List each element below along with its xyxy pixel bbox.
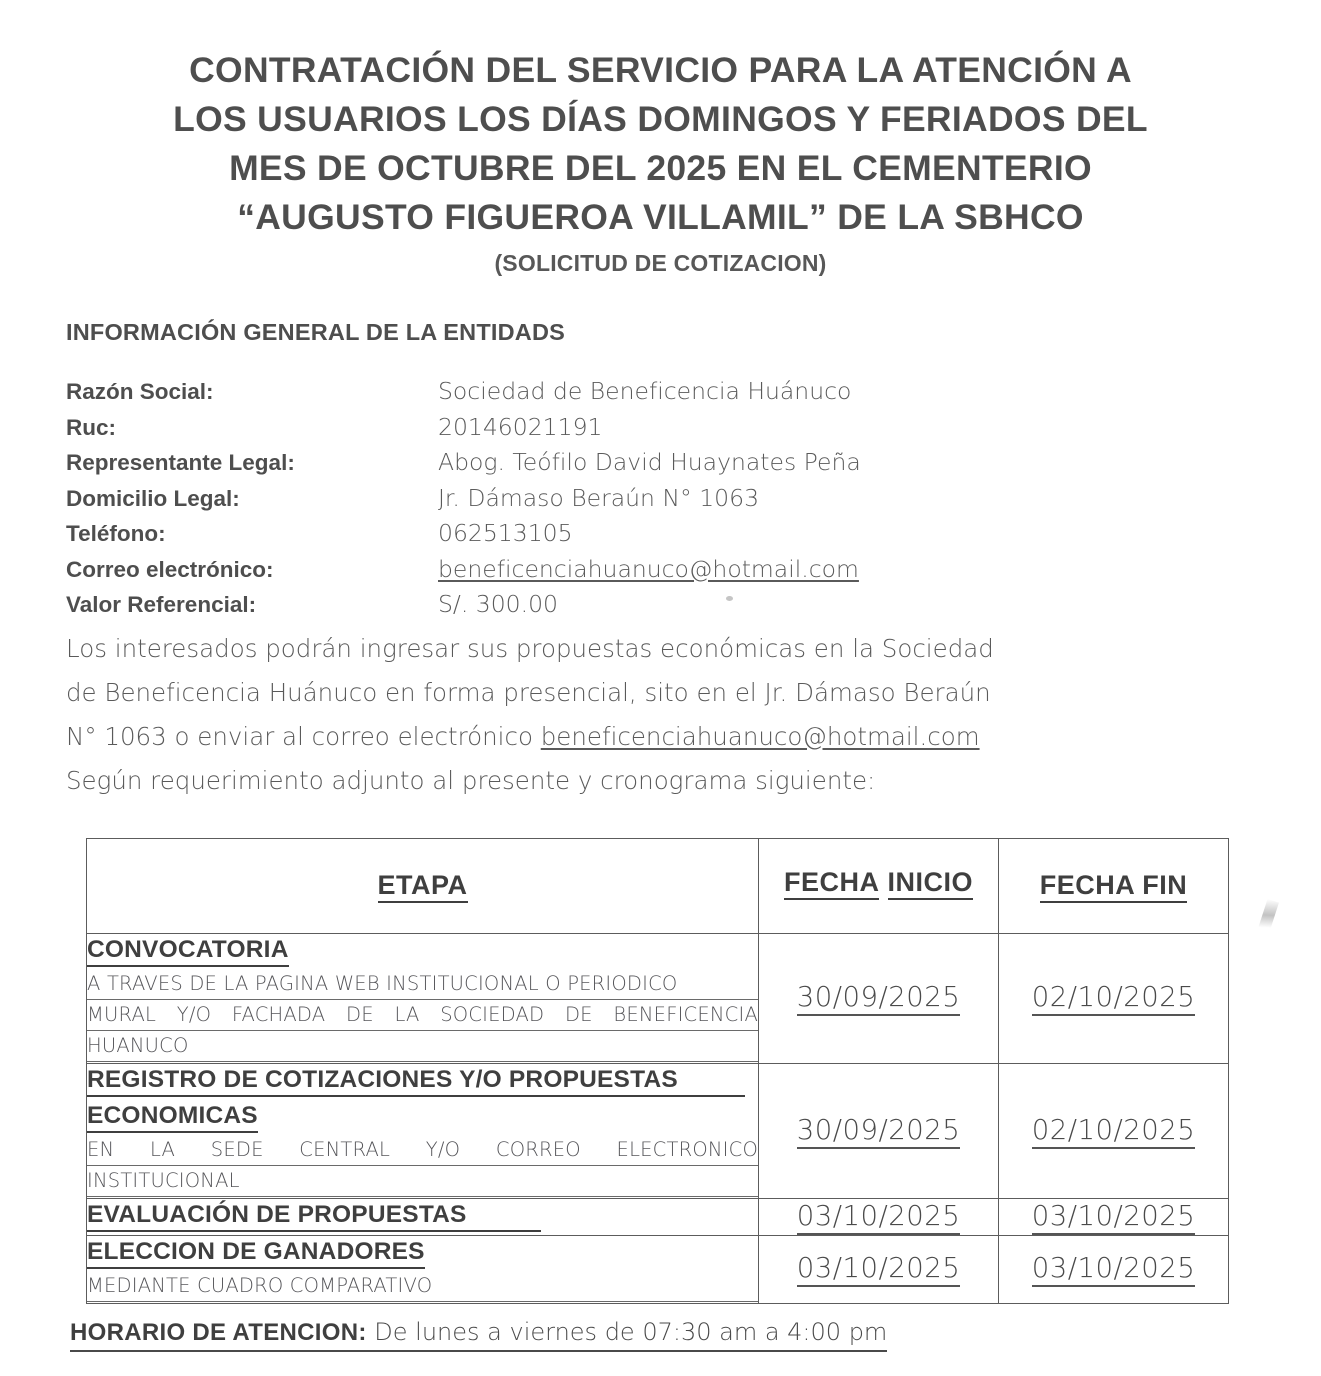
etapa-subtitle-line: INSTITUCIONAL bbox=[87, 1167, 758, 1197]
fecha-inicio-value: 03/10/2025 bbox=[797, 1200, 961, 1235]
info-row-ruc bbox=[66, 410, 1321, 446]
attention-hours-value: De lunes a viernes de 07:30 am a 4:00 pm bbox=[366, 1318, 888, 1346]
info-value: Jr. Dámaso Beraún N° 1063 bbox=[438, 483, 760, 512]
table-row bbox=[87, 1236, 1229, 1304]
column-header-etapa bbox=[87, 839, 759, 934]
entity-info-list bbox=[66, 374, 1321, 623]
fecha-inicio-cell bbox=[759, 1064, 999, 1199]
info-label: Ruc: bbox=[66, 414, 116, 440]
info-label: Correo electrónico: bbox=[66, 556, 274, 582]
etapa-title: EVALUACIÓN DE PROPUESTAS bbox=[87, 1199, 541, 1232]
etapa-subtitle-line: EN LA SEDE CENTRAL Y/O CORREO ELECTRONICO bbox=[87, 1136, 758, 1166]
etapa-title: REGISTRO DE COTIZACIONES Y/O PROPUESTAS bbox=[87, 1064, 745, 1097]
info-value: Abog. Teófilo David Huaynates Peña bbox=[438, 448, 861, 476]
fecha-inicio-value: 30/09/2025 bbox=[797, 1114, 961, 1149]
scan-artifact-mark bbox=[1257, 899, 1279, 935]
etapa-subtitle-line: MEDIANTE CUADRO COMPARATIVO bbox=[87, 1272, 758, 1302]
schedule-table-container bbox=[86, 838, 1228, 1304]
info-value: 062513105 bbox=[438, 519, 573, 547]
info-row-representante-legal bbox=[66, 445, 1321, 481]
attention-hours-footer bbox=[70, 1318, 887, 1352]
info-row-razon-social bbox=[66, 374, 1321, 410]
info-label: Razón Social: bbox=[66, 379, 214, 404]
fecha-fin-cell bbox=[999, 1199, 1229, 1236]
title-line-1: CONTRATACIÓN DEL SERVICIO PARA LA ATENCIÓN A bbox=[189, 50, 1132, 90]
fecha-inicio-cell bbox=[759, 1199, 999, 1236]
info-label: Teléfono: bbox=[66, 521, 166, 546]
column-header-fecha-fin-label: FECHA FIN bbox=[1040, 870, 1188, 903]
table-row bbox=[87, 1199, 1229, 1236]
column-header-fecha-inicio-line2: INICIO bbox=[888, 867, 974, 900]
fecha-fin-value: 02/10/2025 bbox=[1032, 1114, 1196, 1149]
fecha-fin-value: 02/10/2025 bbox=[1032, 981, 1196, 1016]
info-row-telefono bbox=[66, 516, 1321, 552]
fecha-inicio-cell bbox=[759, 1236, 999, 1304]
table-row bbox=[87, 934, 1229, 1064]
etapa-title: ELECCION DE GANADORES bbox=[87, 1236, 425, 1269]
info-row-correo-electronico bbox=[66, 552, 1321, 588]
info-label: Representante Legal: bbox=[66, 450, 295, 475]
etapa-title-line-2: ECONOMICAS bbox=[87, 1100, 258, 1133]
fecha-fin-value: 03/10/2025 bbox=[1032, 1200, 1196, 1235]
info-value: 20146021191 bbox=[438, 412, 603, 441]
fecha-inicio-cell bbox=[759, 934, 999, 1064]
attention-hours-label: HORARIO DE ATENCION: bbox=[70, 1319, 367, 1346]
etapa-cell-convocatoria bbox=[87, 934, 759, 1064]
etapa-subtitle bbox=[87, 1136, 758, 1197]
fecha-fin-cell bbox=[999, 1064, 1229, 1199]
etapa-subtitle-line: HUANUCO bbox=[87, 1032, 758, 1062]
column-header-etapa-label: ETAPA bbox=[378, 870, 468, 903]
title-line-2: LOS USUARIOS LOS DÍAS DOMINGOS Y FERIADOS DEL bbox=[173, 99, 1148, 139]
column-header-fecha-inicio-line1: FECHA bbox=[784, 867, 880, 900]
etapa-title: CONVOCATORIA bbox=[87, 934, 289, 967]
paragraph-line-2: de Beneficencia Huánuco en forma presencial, sito en el Jr. Dámaso Beraún bbox=[66, 677, 991, 707]
document-subtitle: (SOLICITUD DE COTIZACION) bbox=[494, 250, 827, 276]
fecha-inicio-value: 30/09/2025 bbox=[797, 981, 961, 1016]
schedule-table bbox=[86, 838, 1229, 1304]
etapa-cell-evaluacion-propuestas bbox=[87, 1199, 759, 1236]
paragraph-line-4: Según requerimiento adjunto al presente y cronograma siguiente: bbox=[66, 765, 876, 795]
document-title bbox=[0, 0, 1321, 281]
info-value: Sociedad de Beneficencia Huánuco bbox=[438, 377, 852, 405]
fecha-inicio-value: 03/10/2025 bbox=[797, 1252, 961, 1287]
email-link-inline[interactable]: beneficenciahuanuco@hotmail.com bbox=[540, 721, 980, 751]
paragraph-line-3 bbox=[66, 715, 1255, 759]
info-label: Domicilio Legal: bbox=[66, 485, 240, 511]
email-link[interactable]: beneficenciahuanuco@hotmail.com bbox=[438, 554, 859, 583]
etapa-subtitle-line: MURAL Y/O FACHADA DE LA SOCIEDAD DE BENEFICENCIA bbox=[87, 1001, 758, 1031]
fecha-fin-cell bbox=[999, 934, 1229, 1064]
column-header-fecha-fin bbox=[999, 839, 1229, 934]
info-row-domicilio-legal bbox=[66, 481, 1321, 517]
etapa-subtitle bbox=[87, 970, 758, 1062]
info-row-valor-referencial bbox=[66, 587, 1321, 623]
paragraph-line-3-text: N° 1063 o enviar al correo electrónico bbox=[66, 721, 541, 751]
instructions-paragraph bbox=[66, 627, 1255, 803]
section-heading-entity-info: INFORMACIÓN GENERAL DE LA ENTIDADS bbox=[66, 319, 566, 345]
info-value: S/. 300.00 bbox=[438, 590, 559, 618]
etapa-cell-eleccion-ganadores bbox=[87, 1236, 759, 1304]
paragraph-line-1: Los interesados podrán ingresar sus propuestas económicas en la Sociedad bbox=[66, 633, 994, 663]
title-line-4: “AUGUSTO FIGUEROA VILLAMIL” DE LA SBHCO bbox=[237, 197, 1084, 237]
column-header-fecha-inicio bbox=[759, 839, 999, 934]
etapa-cell-registro-cotizaciones bbox=[87, 1064, 759, 1199]
column-header-fecha-inicio-stack bbox=[759, 867, 998, 905]
table-row bbox=[87, 1064, 1229, 1199]
etapa-subtitle-line: A TRAVES DE LA PAGINA WEB INSTITUCIONAL O PERIODICO bbox=[87, 970, 758, 1000]
table-header-row bbox=[87, 839, 1229, 934]
title-line-3: MES DE OCTUBRE DEL 2025 EN EL CEMENTERIO bbox=[229, 148, 1092, 188]
info-label: Valor Referencial: bbox=[66, 592, 257, 617]
fecha-fin-cell bbox=[999, 1236, 1229, 1304]
etapa-subtitle bbox=[87, 1272, 758, 1302]
fecha-fin-value: 03/10/2025 bbox=[1032, 1252, 1196, 1287]
